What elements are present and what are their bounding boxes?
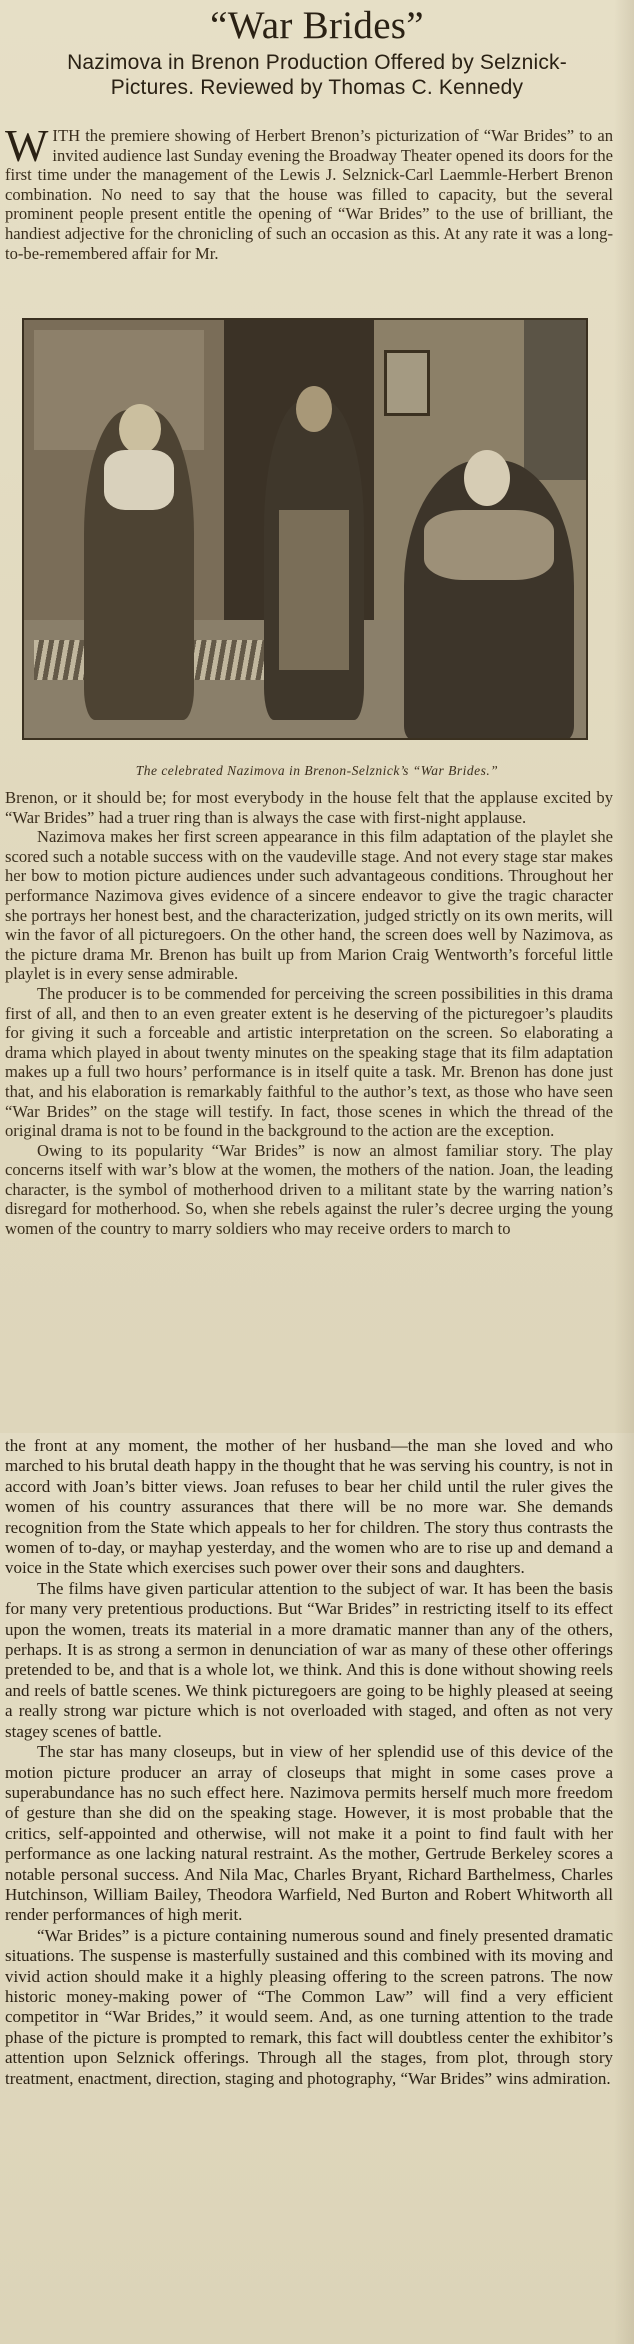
article-title: “War Brides” [210, 4, 424, 47]
paragraph: The star has many closeups, but in view of her splendid use of this device of the motion picture producer an array of closeups that might in some cases prove a superabundance has no such effect here. Nazimova permits herself much more freedom of gesture than she did on the speaking stage. However, it is most probable that the critics, self-appointed and otherwise, will not make it a point to find fault with her performance as one lacking natural restraint. As the mother, Gertrude Berkeley scores a notable personal success. And Nila Mac, Charles Bryant, Richard Barthelmess, Charles Hutchinson, William Bailey, Theodora Warfield, Ned Burton and Robert Whitworth all render performances of high merit. [5, 1742, 613, 1925]
page-edge-shadow [614, 0, 634, 2344]
paragraph: Brenon, or it should be; for most everybody in the house felt that the applause excited by “War Brides” had a truer ring than is always the case with first-night applause. [5, 788, 613, 827]
subtitle-line-2: Pictures. Reviewed by Thomas C. Kennedy [110, 76, 524, 99]
article-subtitle [0, 50, 634, 100]
lower-body-section [5, 1436, 613, 2089]
paragraph: the front at any moment, the mother of her husband—the man she loved and who marched to his brutal death happy in the thought that he was serving his country, is not in accord with Joan’s bitter views. Joan refuses to bear her child until the ruler gives the women of his country assurances that there will be no more war. She demands recognition from the State which appeals to her for children. The story thus contrasts the women of to-day, or mayhap yesterday, and the women who are to rise up and demand a voice in the State which exercises such power over their sons and daughters. [5, 1436, 613, 1578]
photo-window [524, 320, 588, 480]
photo-figure-left [84, 410, 194, 720]
film-still-photo [22, 318, 588, 740]
intro-section [5, 120, 613, 263]
paragraph: Owing to its popularity “War Brides” is now an almost familiar story. The play concerns itself with war’s blow at the women, the mothers of the nation. Joan, the leading character, is the symbol of motherhood driven to a militant state by the warring nation’s disregard for motherhood. So, when she rebels against the ruler’s decree urging the young women of the country to marry soldiers who may receive orders to march to [5, 1140, 613, 1239]
photo-figure-seated [404, 460, 574, 740]
lower-body-text [5, 1436, 613, 2089]
paragraph: Nazimova makes her first screen appearance in this film adaptation of the playlet she scored such a notable success with on the vaudeville stage. And not every stage star makes her bow to motion picture audiences under such advantageous conditions. Throughout her performance Nazimova gives evidence of a sincere endeavor to give the tragic character she portrays her honest best, and the characterization, judged strictly on its own merits, will win the favor of all picturegoers. On the other hand, the screen does well by Nazimova, as the picture drama Mr. Brenon has built up from Marion Craig Wentworth’s forceful little playlet is in every sense admirable. [5, 827, 613, 984]
intro-text: ITH the premiere showing of Herbert Brenon’s picturization of “War Brides” to an invited audience last Sunday evening the Broadway Theater opened its doors for the first time under the management of the Lewis J. Selznick-Carl Laemmle-Herbert Brenon combination. No need to say that the house was filled to capacity, but the several prominent people present entitle the opening of “War Brides” to the use of brilliant, the handiest adjective for the chronicling of such an occasion as this. At any rate it was a long-to-be-remembered affair for Mr. [5, 126, 613, 263]
upper-body-section [5, 788, 613, 1239]
photo-caption: The celebrated Nazimova in Brenon-Selznick’s “War Brides.” [135, 763, 499, 778]
intro-paragraph [5, 120, 613, 263]
photo-picture-frame [384, 350, 430, 416]
paragraph: The films have given particular attention to the subject of war. It has been the basis for many very pretentious productions. But “War Brides” in restricting itself to its effect upon the women, treats its material in a more dramatic manner than any of the others, perhaps. It is as strong a sermon in denunciation of war as many of these other offerings pretended to be, and that is a whole lot, we think. And this is done without showing reels and reels of battle scenes. We think picturegoers are going to be highly pleased at seeing a really strong war picture which is not overloaded with staged, and often as not very stagey scenes of battle. [5, 1578, 613, 1741]
upper-body-text [5, 788, 613, 1239]
paragraph: The producer is to be commended for perceiving the screen possibilities in this drama first of all, and then to an even greater extent is he deserving of the picturegoer’s plaudits for giving it such a forceable and artistic interpretation on the screen. So elaborating a drama which played in about twenty minutes on the speaking stage that its film adaptation makes up a full two hours’ performance is in itself quite a task. Mr. Brenon has done just that, and his elaboration is remarkably faithful to the author’s text, as those who have seen “War Brides” on the stage will testify. In fact, those scenes in which the thread of the original drama is not to be found in the background to the action are the exception. [5, 983, 613, 1141]
subtitle-line-1: Nazimova in Brenon Production Offered by Selznick- [67, 51, 567, 74]
photo-figure-center [264, 400, 364, 720]
drop-cap: W [5, 120, 49, 171]
paragraph: “War Brides” is a picture containing numerous sound and finely presented dramatic situations. The suspense is masterfully sustained and this combined with its moving and vivid action should make it a highly pleasing offering to the screen patrons. The now historic money-making power of “The Common Law” will find a very efficient competitor in “War Brides,” it would seem. And, as one turning attention to the trade phase of the picture is prompted to remark, this fact will doubtless center the exhibitor’s attention upon Selznick offerings. Through all the stages, from plot, through story treatment, enactment, direction, staging and photography, “War Brides” wins admiration. [5, 1925, 613, 2088]
